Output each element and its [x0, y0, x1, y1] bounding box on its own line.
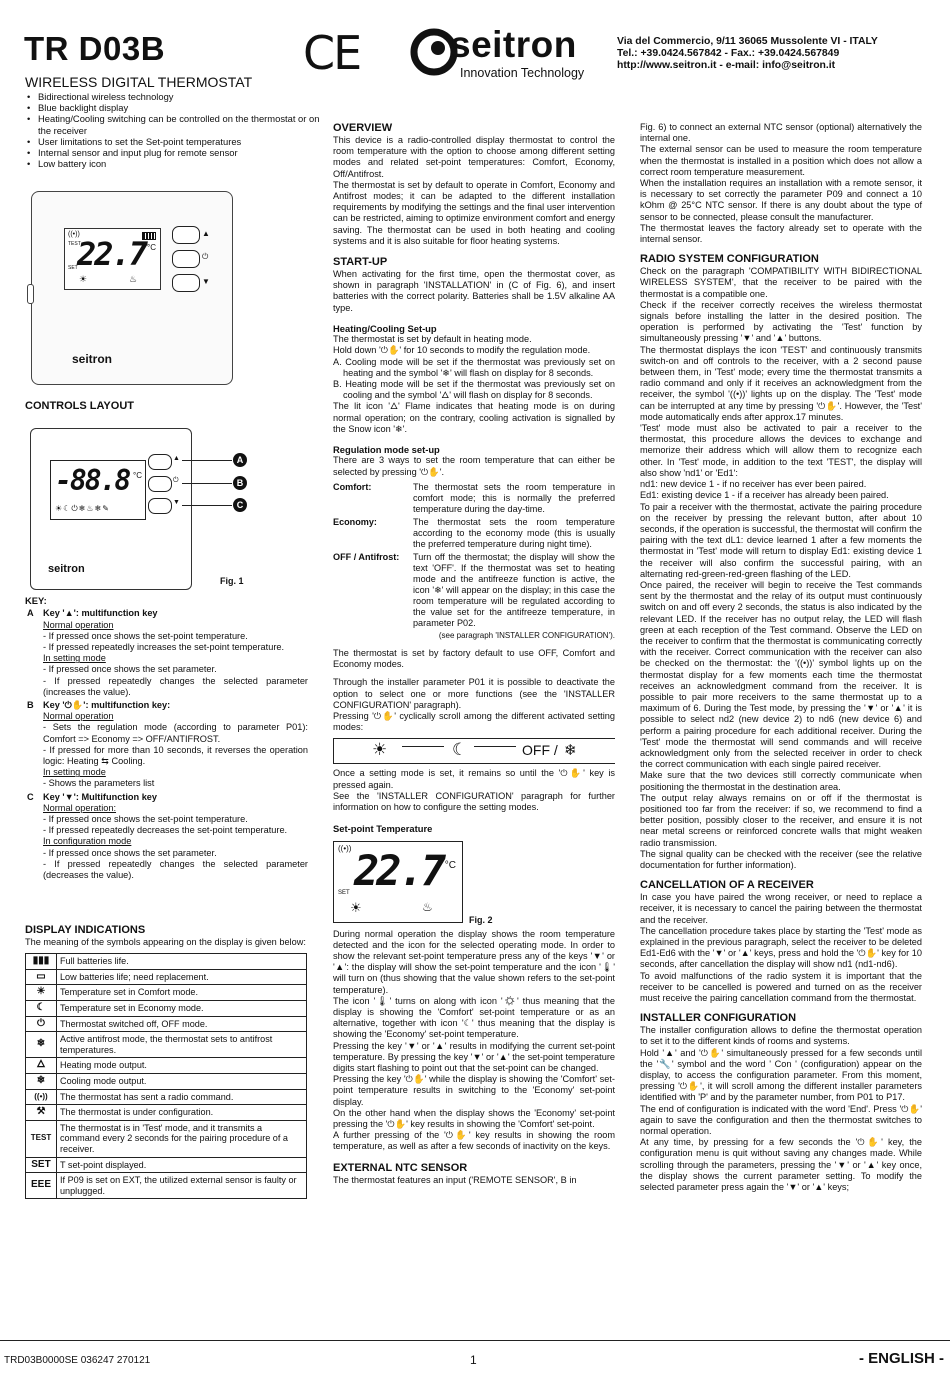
moon-icon: ☾: [26, 1000, 57, 1016]
overview-p1: This device is a radio-controlled display thermostat to control the room temperature with the option to choose among different setting modes and related set-point temperatures: Comfort, Economy, Off/Antifrost.: [333, 135, 615, 179]
key-item: [25, 608, 308, 698]
indication-text: Temperature set in Comfort mode.: [57, 985, 307, 1001]
key-item: [25, 792, 308, 882]
feature-list: [26, 91, 322, 169]
controls-up-icon: ▲: [173, 455, 180, 462]
footer-language: - ENGLISH -: [859, 1350, 944, 1367]
cycle-off-label: OFF /: [522, 742, 558, 759]
battery-low-icon: ▭: [26, 969, 57, 985]
mode-comfort-name: Comfort:: [333, 481, 372, 492]
cycle-arrow-1: [402, 746, 444, 747]
hc-icons: The lit icon '🜂' Flame indicates that heating mode is on during normal operation; on the contrary, cooling activation is signalled by the Snow icon '❄'.: [333, 401, 615, 434]
photo-up-button: [172, 226, 200, 244]
setpoint-p1: During normal operation the display shows the room temperature detected and the icon for the selected operating mode. In order to show the relevant set-point temperature press any of the keys '▼' or '▲': the display will show the set-point temperature and the icon '🌡' will turn on (thus showing that the value shown refers to the set-point temperature).: [333, 928, 615, 995]
indication-row: [26, 1157, 307, 1173]
photo-brand: seitron: [72, 352, 113, 366]
installer-p1: The installer configuration allows to define the thermostat operation to set it to the different kinds of rooms and systems.: [640, 1025, 922, 1047]
label-b: B: [233, 476, 247, 490]
installer-p3: The end of configuration is indicated with the word 'End'. Press '⏻✋' again to save the configuration and then the thermostat switches to normal operation.: [640, 1103, 922, 1137]
regulation-text: There are 3 ways to set the room temperature that can either be selected by pressing '⏻✋'.: [333, 455, 615, 477]
once-set-text: Once a setting mode is set, it remains so until the '⏻✋' key is pressed again.: [333, 768, 615, 790]
feature-item: • User limitations to set the Set-point temperatures: [38, 136, 322, 147]
key-line: - If pressed once shows the set parameter.: [43, 664, 217, 675]
p01-text: Through the installer parameter P01 it is possible to deactivate the option to select one or more functions (see the 'INSTALLER CONFIGURATION' paragraph).: [333, 677, 615, 710]
controls-digits: -88.8: [55, 464, 130, 497]
power-icon: ⏻: [26, 1016, 57, 1032]
controls-icon-row: ☀☾⏻❄♨❄✎: [55, 504, 110, 513]
key-line: - If pressed once shows the set parameter.: [43, 847, 217, 858]
setpoint-p6: A further pressing of the '⏻✋' key results in showing the room temperature, as well as after a few seconds of inactivity on the keys.: [333, 1130, 615, 1152]
key-line: - Sets the regulation mode (according to parameter P01): Comfort => Economy => OFF/ANTIFROST.: [43, 722, 308, 744]
sun-icon: ☀: [26, 985, 57, 1001]
ntc-p3: When the installation requires an installation with a remote sensor, it is necessary to set correctly the parameter P09 and connect a 10 kOhm @ 25°C NTC sensor. If there is any doubt about the type of sensor to be connected, please consult the manufacturer.: [640, 178, 922, 222]
battery-full-icon: ▮▮▮: [26, 954, 57, 970]
feature-item: • Heating/Cooling switching can be controlled on the thermostat or on the receiver: [38, 113, 322, 135]
radio-p3: The thermostat displays the icon 'TEST' and continuously transmits switch-on and off controls to the receiver, with a 2 second pause between them, in 'Test' mode; every time the thermostat transmits a radio command and only if it receives an acknowledgment from the receiver, the symbol '((•))' lights up on the display. The 'Test' mode can be interrupted at any time by pressing '⏻✋'. However, the 'Test' mode automatically ends after approx.17 minutes.: [640, 344, 922, 422]
photo-sun-icon: ☀: [79, 274, 88, 284]
key-letter: B: [27, 700, 34, 711]
photo-temperature: 22.7: [77, 235, 147, 273]
mode-off-text: Turn off the thermostat; the display will show the text 'OFF'. If the thermostat was set to heating mode and the antifreeze function is active, the icon '❄' will appear on the display; in this case the room temperature will be regulated according to the value set for the antifreeze temperature, in parameter P02.: [413, 551, 615, 628]
radio-p2: Check if the receiver correctly receives the wireless thermostat signals before installing the latter in the desired position. The operation is performed by activating the 'Test' function by simultaneously pressing '▼' and '▲' buttons.: [640, 299, 922, 344]
controls-layout-title: CONTROLS LAYOUT: [25, 400, 134, 412]
radio-title: RADIO SYSTEM CONFIGURATION: [640, 253, 819, 266]
indication-text: Full batteries life.: [57, 954, 307, 970]
footer-code: TRD03B0000SE 036247 270121: [4, 1355, 151, 1366]
photo-down-icon: ▼: [202, 277, 210, 286]
ntc-continued: Fig. 6) to connect an external NTC sensor (optional) alternatively the internal one.: [640, 122, 922, 144]
radio-p5: To pair a receiver with the thermostat, activate the pairing procedure on the receiver by pressing the relevant button, after about 10 seconds, if the operation is successful, the thermostat will confirm the pairing with the text dL1: device learned 1 after a few moments the thermostat in 'Test' mode will return to display Ed1: existing device 1 the receiver will also confirm the successful pairing, with an alternating red-green-red-green flashing of the LED.: [640, 501, 922, 579]
indication-row: [26, 1105, 307, 1121]
photo-signal-icon: ((•)): [68, 231, 80, 238]
setpoint-title: Set-point Temperature: [333, 823, 433, 835]
key-line: - If pressed repeatedly decreases the set-point temperature.: [43, 825, 288, 836]
ntc-p2: The external sensor can be used to measure the room temperature when the thermostat is installed in a position which does not allow a correct room temperature measurement.: [640, 144, 922, 177]
feature-item: • Internal sensor and input plug for remote sensor: [38, 147, 322, 158]
indication-text: Cooling mode output.: [57, 1073, 307, 1089]
key-line: - If pressed once shows the set-point temperature.: [43, 814, 248, 825]
photo-flame-icon: ♨: [129, 274, 138, 284]
feature-item: • Low battery icon: [38, 158, 322, 169]
key-line: - If pressed once shows the set-point temperature.: [43, 630, 248, 641]
fig2-set-label: SET: [338, 889, 350, 896]
key-line: - If pressed repeatedly changes the selected parameter (increases the value).: [43, 675, 308, 697]
ntc-text: The thermostat features an input ('REMOTE SENSOR', B in: [333, 1174, 577, 1185]
feature-item: • Blue backlight display: [38, 102, 322, 113]
key-subheading: In setting mode: [43, 653, 106, 664]
company-web[interactable]: http://www.seitron.it - e-mail: info@seitron.it: [617, 60, 836, 71]
brand-tagline: Innovation Technology: [460, 66, 585, 80]
indication-row: [26, 1016, 307, 1032]
cancel-p1: In case you have paired the wrong receiver, or need to replace a receiver, it is necessary to cancel the pairing between the thermostat and the receiver.: [640, 892, 922, 925]
key-heading: Key '⏻✋': multifunction key:: [43, 700, 171, 711]
controls-button-a: [148, 454, 172, 470]
seitron-logo: [410, 26, 600, 84]
hc-cooling: A. Cooling mode will be set if the thermostat was previously set on heating and the symbol '❄' will flash on display for 8 seconds.: [333, 356, 615, 378]
key-subheading: Normal operation: [43, 711, 114, 722]
photo-display: [64, 228, 161, 290]
radio-p1: Check on the paragraph 'COMPATIBILITY WITH BIDIRECTIONAL WIRELESS SYSTEM', that the receiver to be paired with the thermostat is a compatible one.: [640, 266, 922, 299]
key-line: - If pressed repeatedly changes the selected parameter (decreases the value).: [43, 858, 308, 881]
key-letter: A: [27, 608, 34, 619]
key-heading: Key '▼': Multifunction key: [43, 791, 158, 802]
cancel-title: CANCELLATION OF A RECEIVER: [640, 879, 814, 892]
hc-default: The thermostat is set by default in heating mode.: [333, 334, 532, 345]
mode-economy-name: Economy:: [333, 516, 377, 527]
heating-cooling-title: Heating/Cooling Set-up: [333, 322, 437, 334]
key-line: - If pressed for more than 10 seconds, it reverses the operation logic: Heating ⇆ Cooling.: [43, 744, 308, 767]
installer-title: INSTALLER CONFIGURATION: [640, 1012, 797, 1025]
display-indications-intro: The meaning of the symbols appearing on the display is given below:: [25, 937, 306, 947]
mode-cycle-diagram: [333, 738, 615, 764]
radio-p6: Once paired, the receiver will begin to receive the Test commands sent by the thermostat and the relay of its output must continuously switch on and off every 2 seconds, the status is also indicated by the relevant LED. If the receiver has no output relay, the LED will flash green at each reception of the Test command. Observe the LED on the receiver to confirm that the thermostat is communicating correctly with the receiver. Correct communication with the receiver can also be checked on the thermostat: the '((•))' symbol lights up on the thermostat display for a few moments each time the thermostat receives an acknowledgment command from the receiver. It is possible to pair more receivers to the same thermostat up to a maximum of 6. During the Test mode, by pressing the '▼' or '▲' it is possible to select nd2 (new device 2) to nd6 (new device 6) and perform a pairing procedure for each additional receiver. During the 'Test' mode the thermostat will send commands and will receive acknowledgment only from the selected receiver in order to check the correct communication with each single paired receiver.: [640, 579, 922, 770]
cycle-antifrost-icon: ❄: [564, 742, 577, 760]
indication-row: [26, 969, 307, 985]
page-title: TR D03B: [24, 30, 166, 67]
ce-mark: CE: [303, 26, 361, 80]
photo-mode-button: [172, 250, 200, 268]
overview-p2: The thermostat is set by default to operate in Comfort, Economy and Antifrost modes; it can be adapted to the different installation requirements by modifying the settings and the final user intervention can be restricted, aiming to optimize environment comfort and energy saving. The thermostat can be used in both heating and cooling systems and it is also suitable for floor heating systems.: [333, 179, 615, 246]
thermostat-photo: [31, 191, 233, 385]
page-number: 1: [470, 1353, 477, 1367]
mode-off-name: OFF / Antifrost:: [333, 551, 400, 562]
cancel-p3: To avoid malfunctions of the radio system it is important that the receiver to be cancelled is powered and turned on as the receiver must receive the pairing cancellation command from the thermostat.: [640, 970, 922, 1004]
key-subheading: Normal operation: [43, 619, 114, 630]
indication-row: [26, 1000, 307, 1016]
wrench-icon: ⚒: [26, 1105, 57, 1121]
ntc-p4: The thermostat leaves the factory already set to operate with the internal sensor.: [640, 222, 922, 245]
test-icon: TEST: [26, 1120, 57, 1157]
key-line: - If pressed repeatedly increases the set-point temperature.: [43, 642, 285, 653]
controls-unit: °C: [133, 471, 142, 480]
controls-button-b: [148, 476, 172, 492]
page-subtitle: WIRELESS DIGITAL THERMOSTAT: [25, 74, 253, 90]
photo-mode-icon: ⏻: [202, 252, 209, 261]
indication-row: [26, 1058, 307, 1074]
indication-row: [26, 1032, 307, 1058]
controls-display: [50, 460, 146, 520]
installer-p4: At any time, by pressing for a few seconds the '⏻✋' key, the configuration menu is quit without saving any changes made. While scrolling through the parameters, pressing the '▼' or '▲' key once, the display shows the current parameter setting. To modify the selected parameter press again the '▼' or '▲' keys;: [640, 1137, 922, 1193]
photo-up-icon: ▲: [202, 229, 210, 238]
controls-down-icon: ▼: [173, 499, 180, 506]
company-address: Via del Commercio, 9/11 36065 Mussolente VI - ITALY: [617, 36, 878, 47]
indication-row: [26, 954, 307, 970]
radio-ed1: Ed1: existing device 1 - if a receiver has already been paired.: [640, 490, 889, 501]
photo-set-label: SET: [68, 265, 78, 271]
see-installer-note: (see paragraph 'INSTALLER CONFIGURATION').: [438, 630, 615, 640]
key-line: - Shows the parameters list: [43, 778, 155, 789]
fig1-label: Fig. 1: [220, 576, 244, 586]
indication-row: [26, 985, 307, 1001]
indication-text: Thermostat switched off, OFF mode.: [57, 1016, 307, 1032]
key-letter: C: [27, 791, 34, 802]
startup-title: START-UP: [333, 256, 388, 269]
snowflake-icon: ❄: [26, 1073, 57, 1089]
set-icon: SET: [26, 1157, 57, 1173]
radio-p8: The output relay always remains on or off if the thermostat is positioned too far from the receiver: if so, we recommend to find a better position, possibly closer to the receiver, and ensure it is not near metal screens or reinforced concrete walls that might weaken radio transmission.: [640, 792, 922, 848]
key-subheading: In setting mode: [43, 767, 106, 778]
fig2-temperature: 22.7: [354, 845, 444, 895]
press-cycle-text: Pressing '⏻✋' cyclically scroll among the different activated setting modes:: [333, 710, 615, 733]
indication-text: The thermostat has sent a radio command.: [57, 1089, 307, 1105]
key-subheading: Normal operation:: [43, 802, 117, 813]
key-subheading: In configuration mode: [43, 836, 132, 847]
indication-row: [26, 1073, 307, 1089]
indication-text: Low batteries life; need replacement.: [57, 969, 307, 985]
setpoint-p2: The icon '🌡' turns on along with icon '☀' thus meaning that the display is showing the 'Comfort' set-point temperature or as an alternative, together with icon '☾' thus meaning that the display is showing the 'Economy' set-point temperature.: [333, 995, 615, 1040]
cycle-moon-icon: ☾: [452, 740, 468, 760]
fig2-label: Fig. 2: [469, 914, 493, 925]
controls-figure: [30, 428, 278, 593]
controls-mode-icon: ⏻: [173, 477, 179, 484]
indication-text: The thermostat is under configuration.: [57, 1105, 307, 1121]
hc-heating: B. Heating mode will be set if the thermostat was previously set on cooling and the symbol '🜂' will flash on display for 8 seconds.: [333, 379, 615, 401]
mode-comfort-text: The thermostat sets the room temperature in comfort mode; this is normally the preferred temperature during the day-time.: [413, 481, 615, 514]
setpoint-p4: Pressing the key '⏻✋' while the display is showing the 'Comfort' set-point temperature results in switching to the 'Economy' set-point display.: [333, 1074, 615, 1107]
photo-down-button: [172, 274, 200, 292]
key-title: KEY:: [25, 595, 47, 606]
photo-test-label: TEST: [68, 241, 81, 247]
indication-row: [26, 1120, 307, 1157]
controls-brand: seitron: [48, 563, 85, 575]
indication-row: [26, 1173, 307, 1199]
company-phone: Tel.: +39.0424.567842 - Fax.: +39.0424.567849: [617, 48, 840, 59]
indication-text: Heating mode output.: [57, 1058, 307, 1074]
mode-economy-text: The thermostat sets the room temperature according to the economy mode (this is usually the preferred temperature during night time).: [413, 516, 615, 549]
photo-unit: °C: [147, 243, 156, 252]
key-item: [25, 700, 308, 790]
factory-default: The thermostat is set by factory default to use OFF, Comfort and Economy modes.: [333, 647, 615, 670]
key-list: [25, 608, 308, 881]
indication-text: T set-point displayed.: [57, 1157, 307, 1173]
radio-nd1: nd1: new device 1 - if no receiver has ever been paired.: [640, 479, 867, 490]
controls-button-c: [148, 498, 172, 514]
key-heading: Key '▲': multifunction key: [43, 608, 158, 619]
hc-hold: Hold down '⏻✋' for 10 seconds to modify the regulation mode.: [333, 345, 591, 356]
eee-icon: EEE: [26, 1173, 57, 1199]
flame-icon: 🜂: [26, 1058, 57, 1074]
fig2-flame-icon: ♨: [422, 899, 433, 914]
indication-text: Active antifrost mode, the thermostat sets to antifrost temperatures.: [57, 1032, 307, 1058]
installer-p2: Hold '▲' and '⏻✋' simultaneously pressed for a few seconds until the '🔧' symbol and the word ' Con ' (configuration) appear on the display, to access the configuration parameter. From this moment, pressing '⏻✋', it will scroll among the different installer parameters identified with 'P' and by the parameter number, from P01 to P17.: [640, 1047, 922, 1103]
cycle-arrow-2: [474, 746, 516, 747]
radio-p4: 'Test' mode must also be activated to pair a receiver to the thermostat, this procedure allows the devices to exchange and memorize their address which will allow them to recognize each other. In 'Test' mode, in addition to the text 'TEST', the display will also show 'nd1' or 'Ed1':: [640, 423, 922, 478]
antifrost-icon: ❄: [26, 1032, 57, 1058]
overview-title: OVERVIEW: [333, 122, 393, 134]
radio-p9: The signal quality can be checked with the receiver (see the relative documentation for further information).: [640, 848, 922, 870]
setpoint-p5: On the other hand when the display shows the 'Economy' set-point pressing the '⏻✋' key results in showing the 'Comfort' set-point.: [333, 1107, 615, 1129]
fig2-display: [333, 841, 615, 929]
label-c: C: [233, 498, 247, 512]
see-config-text: See the 'INSTALLER CONFIGURATION' paragraph for further information on how to configure the setting modes.: [333, 790, 615, 812]
setpoint-p3: Pressing the key '▼' or '▲' results in modifying the current set-point temperature. By pressing the key '▼' or '▲' the set-point temperature digits start flashing to point out that the set-point can be changed.: [333, 1040, 615, 1073]
cancel-p2: The cancellation procedure takes place by starting the 'Test' mode as explained in the previous paragraph, select the receiver to be deleted Ed1-Ed6 with the '▼' or '▲' keys, press and hold the '⏻✋' key for 10 seconds, after cancellation the display will show nd1 (nd1-nd6).: [640, 925, 922, 970]
startup-text: When activating for the first time, open the thermostat cover, as shown in paragraph 'INSTALLATION' in (C of Fig. 6), and insert batteries with the correct polarity. Batteries shall be 1.5V alkaline AA type.: [333, 269, 615, 313]
ntc-title: EXTERNAL NTC SENSOR: [333, 1161, 468, 1174]
fig2-unit: °C: [444, 859, 456, 871]
indication-text: Temperature set in Economy mode.: [57, 1000, 307, 1016]
brand-name: seitron: [450, 24, 577, 65]
fig2-signal-icon: ((•)): [338, 843, 352, 853]
display-indications-title: DISPLAY INDICATIONS: [25, 924, 146, 936]
display-indications-table: [25, 953, 307, 1199]
regulation-title: Regulation mode set-up: [333, 444, 440, 456]
indication-text: If P09 is set on EXT, the utilized external sensor is faulty or unplugged.: [57, 1173, 307, 1199]
feature-item: • Bidirectional wireless technology: [38, 91, 322, 102]
indication-text: The thermostat is in 'Test' mode, and it transmits a command every 2 seconds for the pairing procedure of a receiver.: [57, 1120, 307, 1157]
fig2-sun-icon: ☀: [350, 899, 362, 915]
antenna-icon: ((•)): [26, 1089, 57, 1105]
indication-row: [26, 1089, 307, 1105]
label-a: A: [233, 453, 247, 467]
cycle-sun-icon: ☀: [372, 740, 388, 760]
radio-p7: Make sure that the two devices still correctly communicate when positioning the thermostat in the destination area.: [640, 770, 922, 792]
